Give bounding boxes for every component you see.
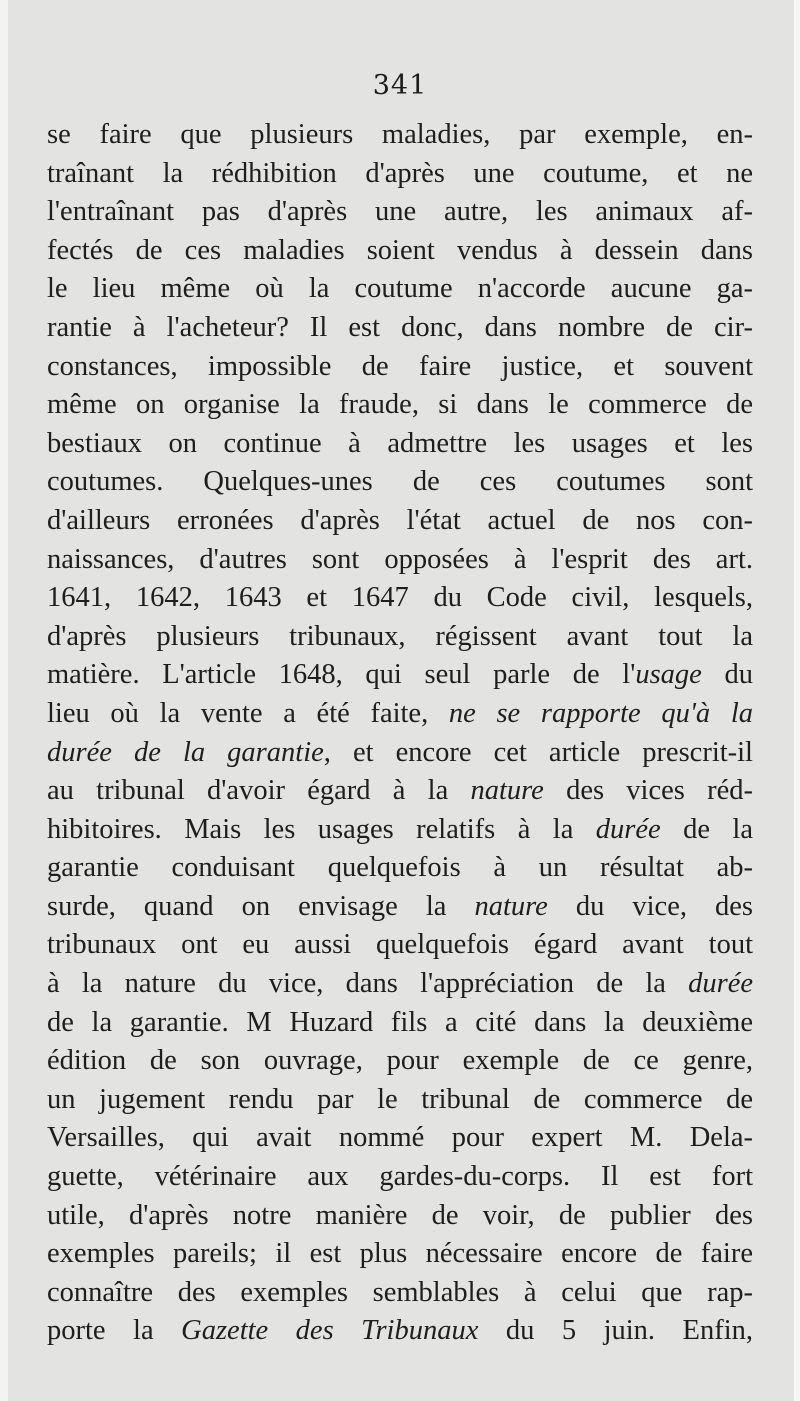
text-segment: des vices réd- (543, 775, 753, 807)
text-segment: du vice, des (547, 890, 753, 922)
text-line (47, 1274, 753, 1313)
text-line (47, 348, 753, 387)
text-segment: , et encore cet article prescrit-il (323, 736, 753, 768)
text-segment: connaître des exemples semblables à celui que rap- (47, 1276, 753, 1308)
text-line (47, 463, 753, 502)
text-line (47, 772, 753, 811)
text-line (47, 1042, 753, 1081)
text-segment: le lieu même où la coutume n'accorde aucune ga- (47, 273, 753, 305)
text-line (47, 193, 753, 232)
text-line (47, 1081, 753, 1120)
text-segment: traînant la rédhibition d'après une coutume, et ne (47, 157, 753, 189)
text-line (47, 1158, 753, 1197)
italic-text: durée (595, 813, 661, 845)
text-line (47, 116, 753, 155)
text-line (47, 965, 753, 1004)
text-segment: se faire que plusieurs maladies, par exemple, en- (47, 119, 753, 150)
text-segment: garantie conduisant quelquefois à un résultat ab- (47, 852, 753, 884)
text-segment: guette, vétérinaire aux gardes-du-corps. Il est fort (47, 1161, 753, 1193)
text-segment: de la garantie. M Huzard fils a cité dans la deuxième (47, 1006, 753, 1038)
text-segment: matière. L'article 1648, qui seul parle de l' (47, 659, 636, 691)
text-segment: édition de son ouvrage, pour exemple de ce genre, (47, 1045, 753, 1077)
text-segment: lieu où la vente a été faite, (47, 697, 449, 729)
text-segment: d'après plusieurs tribunaux, régissent avant tout la (47, 620, 753, 652)
text-segment: surde, quand on envisage la (47, 890, 475, 922)
italic-text: ne se rapporte qu'à la (448, 697, 754, 729)
text-line (47, 1235, 753, 1274)
page-right-margin (794, 0, 800, 1401)
text-segment: fectés de ces maladies soient vendus à dessein dans (47, 234, 753, 266)
text-segment: du 5 juin. Enfin, (478, 1315, 753, 1347)
text-segment: un jugement rendu par le tribunal de commerce de (47, 1083, 753, 1115)
text-line (47, 232, 753, 271)
text-segment: d'ailleurs erronées d'après l'état actuel de nos con- (47, 504, 753, 536)
text-segment: de la (660, 813, 754, 845)
text-line (47, 270, 753, 309)
text-line (47, 656, 753, 695)
text-line (47, 811, 753, 850)
italic-text: durée (688, 968, 753, 1000)
body-text (47, 116, 753, 1351)
text-line (47, 734, 753, 773)
text-line (47, 849, 753, 888)
text-line (47, 386, 753, 425)
text-line (47, 1004, 753, 1043)
text-segment: bestiaux on continue à admettre les usages et les (47, 427, 753, 459)
text-line (47, 888, 753, 927)
text-line (47, 425, 753, 464)
text-segment: exemples pareils; il est plus nécessaire encore de faire (47, 1238, 753, 1270)
text-line (47, 155, 753, 194)
text-segment: constances, impossible de faire justice, et souvent (47, 350, 753, 382)
page-number: 341 (372, 70, 428, 101)
text-line (47, 579, 753, 618)
text-segment: au tribunal d'avoir égard à la (47, 775, 471, 807)
italic-text: durée de la garantie (47, 736, 324, 768)
text-segment: l'entraînant pas d'après une autre, les animaux af- (47, 196, 753, 228)
text-segment: tribunaux ont eu aussi quelquefois égard avant tout (47, 929, 753, 961)
text-segment: 1641, 1642, 1643 et 1647 du Code civil, lesquels, (47, 582, 753, 614)
text-line (47, 695, 753, 734)
text-segment: du (701, 659, 754, 691)
text-segment: rantie à l'acheteur? Il est donc, dans nombre de cir- (47, 311, 753, 343)
text-line (47, 502, 753, 541)
text-segment: même on organise la fraude, si dans le commerce de (47, 389, 753, 421)
text-segment: Versailles, qui avait nommé pour expert M. Dela- (47, 1122, 753, 1154)
text-line (47, 618, 753, 657)
text-segment: utile, d'après notre manière de voir, de publier des (47, 1199, 753, 1231)
text-line (47, 309, 753, 348)
italic-text: nature (470, 775, 544, 807)
text-segment: à la nature du vice, dans l'appréciation de la (47, 968, 689, 1000)
text-line (47, 1119, 753, 1158)
page-left-margin (0, 0, 8, 1401)
text-segment: naissances, d'autres sont opposées à l'esprit des art. (47, 543, 753, 575)
text-segment: coutumes. Quelques-unes de ces coutumes sont (47, 466, 753, 498)
text-line (47, 1312, 753, 1351)
text-line (47, 1197, 753, 1236)
italic-text: usage (635, 659, 702, 691)
italic-text: nature (474, 890, 548, 922)
text-line (47, 926, 753, 965)
text-line (47, 541, 753, 580)
italic-text: Gazette des Tribunaux (181, 1315, 479, 1347)
text-segment: hibitoires. Mais les usages relatifs à la (47, 813, 596, 845)
text-segment: porte la (47, 1315, 182, 1347)
